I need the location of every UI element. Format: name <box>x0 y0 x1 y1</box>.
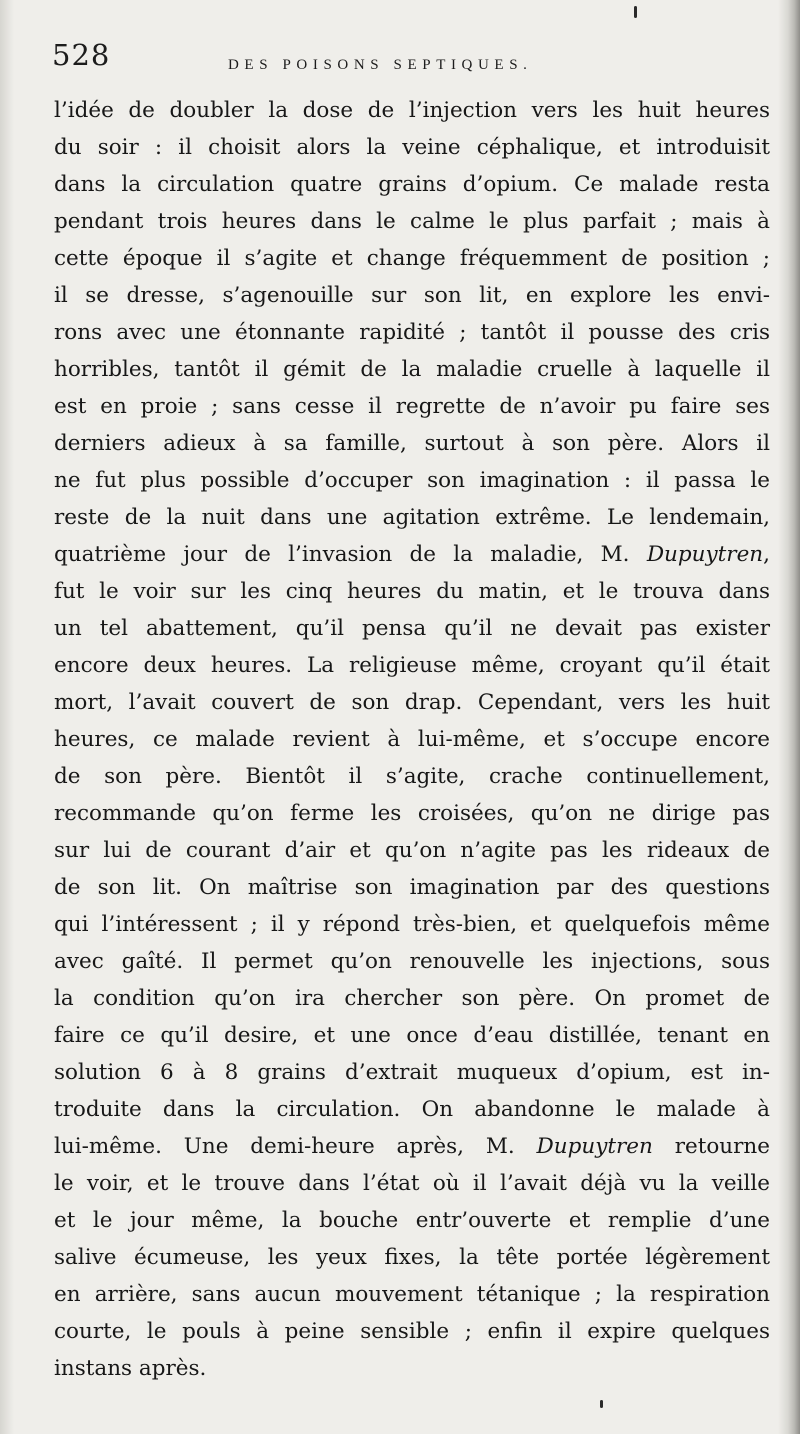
text-line: la condition qu’on ira chercher son père. On promet de <box>54 986 770 1011</box>
running-head <box>0 38 800 82</box>
text-line: il se dresse, s’agenouille sur son lit, en explore les envi- <box>54 283 770 308</box>
text-segment: , <box>763 542 770 567</box>
text-line: troduite dans la circulation. On abandonne le malade à <box>54 1097 770 1122</box>
text-line: salive écumeuse, les yeux fixes, la tête portée légèrement <box>54 1245 770 1270</box>
text-segment: quatrième jour de l’invasion de la maladie, M. <box>54 542 647 567</box>
text-line: instans après. <box>54 1356 207 1381</box>
text-line: encore deux heures. La religieuse même, croyant qu’il était <box>54 653 770 678</box>
text-line: recommande qu’on ferme les croisées, qu’on ne dirige pas <box>54 801 770 826</box>
ink-speck <box>634 6 637 18</box>
person-name: Dupuytren <box>536 1134 653 1159</box>
text-line: mort, l’avait couvert de son drap. Cependant, vers les huit <box>54 690 770 715</box>
body-text <box>54 92 770 1387</box>
text-line: heures, ce malade revient à lui-même, et s’occupe encore <box>54 727 770 752</box>
text-line: et le jour même, la bouche entr’ouverte et remplie d’une <box>54 1208 770 1233</box>
page-number: 528 <box>52 38 111 72</box>
text-line: sur lui de courant d’air et qu’on n’agite pas les rideaux de <box>54 838 770 863</box>
page-gutter-shadow <box>0 0 14 1434</box>
text-segment: lui-même. Une demi-heure après, M. <box>54 1134 537 1159</box>
text-line <box>54 1128 770 1165</box>
text-line: dans la circulation quatre grains d’opium. Ce malade resta <box>54 172 770 197</box>
text-line: pendant trois heures dans le calme le plus parfait ; mais à <box>54 209 770 234</box>
text-segment: retourne <box>652 1134 770 1159</box>
person-name: Dupuytren <box>646 542 764 567</box>
text-line: du soir : il choisit alors la veine céphalique, et introduisit <box>54 135 770 160</box>
text-line: l’idée de doubler la dose de l’injection vers les huit heures <box>54 98 770 123</box>
text-line: faire ce qu’il desire, et une once d’eau distillée, tenant en <box>54 1023 770 1048</box>
text-line: le voir, et le trouve dans l’état où il l’avait déjà vu la veille <box>54 1171 770 1196</box>
page-edge-shadow <box>778 0 800 1434</box>
text-line: est en proie ; sans cesse il regrette de n’avoir pu faire ses <box>54 394 770 419</box>
text-line: solution 6 à 8 grains d’extrait muqueux d’opium, est in- <box>54 1060 770 1085</box>
text-line: de son père. Bientôt il s’agite, crache continuellement, <box>54 764 770 789</box>
text-line: qui l’intéressent ; il y répond très-bien, et quelquefois même <box>54 912 770 937</box>
text-line <box>54 536 770 573</box>
text-line: ne fut plus possible d’occuper son imagination : il passa le <box>54 468 770 493</box>
text-line: en arrière, sans aucun mouvement tétanique ; la respiration <box>54 1282 770 1307</box>
text-line: derniers adieux à sa famille, surtout à son père. Alors il <box>54 431 770 456</box>
text-line: reste de la nuit dans une agitation extrême. Le lendemain, <box>54 505 770 530</box>
text-line: avec gaîté. Il permet qu’on renouvelle les injections, sous <box>54 949 770 974</box>
text-line: rons avec une étonnante rapidité ; tantôt il pousse des cris <box>54 320 770 345</box>
text-line: cette époque il s’agite et change fréquemment de position ; <box>54 246 770 271</box>
text-line: fut le voir sur les cinq heures du matin, et le trouva dans <box>54 579 770 604</box>
text-line: courte, le pouls à peine sensible ; enfin il expire quelques <box>54 1319 770 1344</box>
running-title: DES POISONS SEPTIQUES. <box>228 57 533 73</box>
text-line: horribles, tantôt il gémit de la maladie cruelle à laquelle il <box>54 357 770 382</box>
text-line: de son lit. On maîtrise son imagination par des questions <box>54 875 770 900</box>
text-line: un tel abattement, qu’il pensa qu’il ne devait pas exister <box>54 616 770 641</box>
ink-speck <box>600 1400 603 1408</box>
